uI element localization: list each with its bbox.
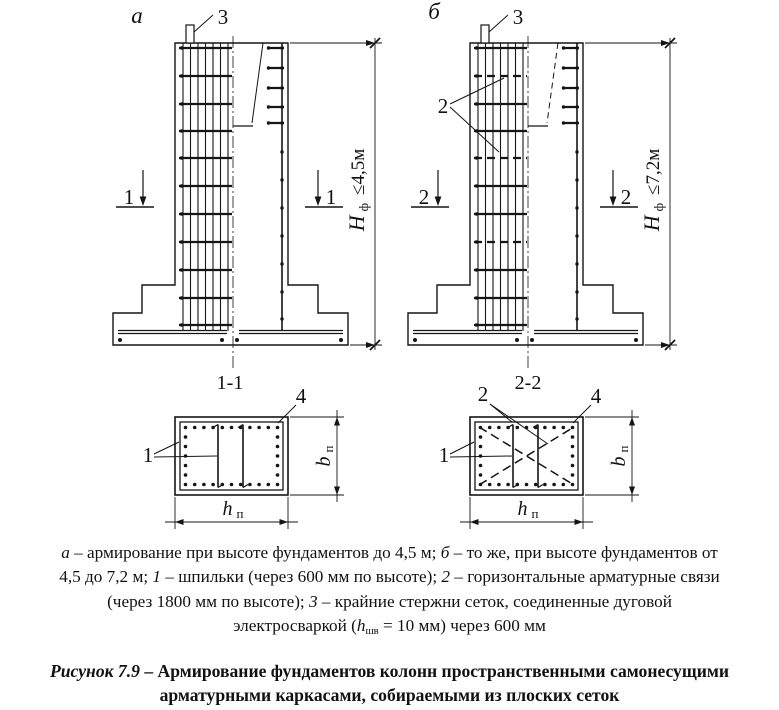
text-segment: а — [61, 543, 70, 562]
text-segment: 4,5 до 7,2 м; — [59, 567, 153, 587]
section-22-height-dimension: b п — [608, 445, 631, 467]
panel-a-label: а — [131, 3, 143, 28]
figure-title-line — [0, 659, 779, 683]
panel-b-section-mark-right: 2 — [620, 185, 632, 209]
section-22-title: 2-2 — [514, 372, 542, 394]
panel-b-height-dimension: H $_ф$ ≤7,2м — [639, 148, 666, 232]
drawing-geometry — [113, 15, 677, 529]
figure-number-title — [0, 659, 779, 707]
caption-line — [0, 565, 779, 589]
panel-a-callout-3: 3 — [217, 5, 229, 29]
figure-title-line — [0, 683, 779, 707]
panel-a-section-mark-left: 1 — [123, 185, 135, 209]
section-11-callout-4: 4 — [295, 384, 307, 408]
text-segment: – армирование при высоте фундаментов до 4,5 м; — [69, 543, 441, 562]
section-11-callout-1: 1 — [142, 443, 154, 467]
text-segment: (через 1800 мм по высоте); — [107, 591, 309, 611]
caption-line — [0, 590, 779, 614]
panel-b-label: б — [428, 0, 440, 24]
text-segment: 2 — [441, 567, 450, 587]
caption-line — [0, 541, 779, 565]
text-segment: – Армирование фундаментов колонн пространственными самонесущими — [139, 661, 729, 681]
text-segment: 3 — [309, 591, 318, 611]
text-segment: h — [356, 616, 366, 636]
section-22-width-dimension: h п — [517, 498, 539, 521]
section-22-callout-2: 2 — [477, 382, 489, 406]
section-11-height-dimension: b п — [313, 445, 336, 467]
text-segment: электросваркой ( — [233, 616, 357, 636]
text-segment: = 10 мм) через 600 мм — [378, 616, 546, 636]
section-11-title: 1-1 — [216, 372, 244, 394]
figure-caption — [0, 541, 779, 645]
panel-b-section-mark-left: 2 — [418, 185, 430, 209]
panel-b-callout-3: 3 — [512, 5, 524, 29]
text-segment: – то же, при высоте фундаментов от — [449, 543, 718, 562]
panel-a-section-mark-right: 1 — [325, 185, 337, 209]
section-22-callout-4: 4 — [590, 384, 602, 408]
text-segment: 1 — [152, 567, 161, 587]
text-segment: – крайние стержни сеток, соединенные дуговой — [317, 591, 672, 611]
text-segment: б — [440, 543, 450, 562]
text-segment: – горизонтальные арматурные связи — [450, 567, 720, 587]
panel-a-height-dimension: H $_ф$ ≤4,5м — [344, 148, 371, 232]
caption-line — [0, 614, 779, 644]
text-segment: – шпильки (через 600 мм по высоте); — [161, 567, 442, 587]
section-11-width-dimension: h п — [222, 498, 244, 521]
section-22-callout-1: 1 — [438, 443, 450, 467]
panel-b-callout-2: 2 — [437, 94, 449, 118]
text-segment: Рисунок 7.9 — [50, 661, 140, 681]
text-segment: арматурными каркасами, собираемыми из плоских сеток — [159, 685, 620, 705]
text-segment: шв — [365, 626, 379, 638]
